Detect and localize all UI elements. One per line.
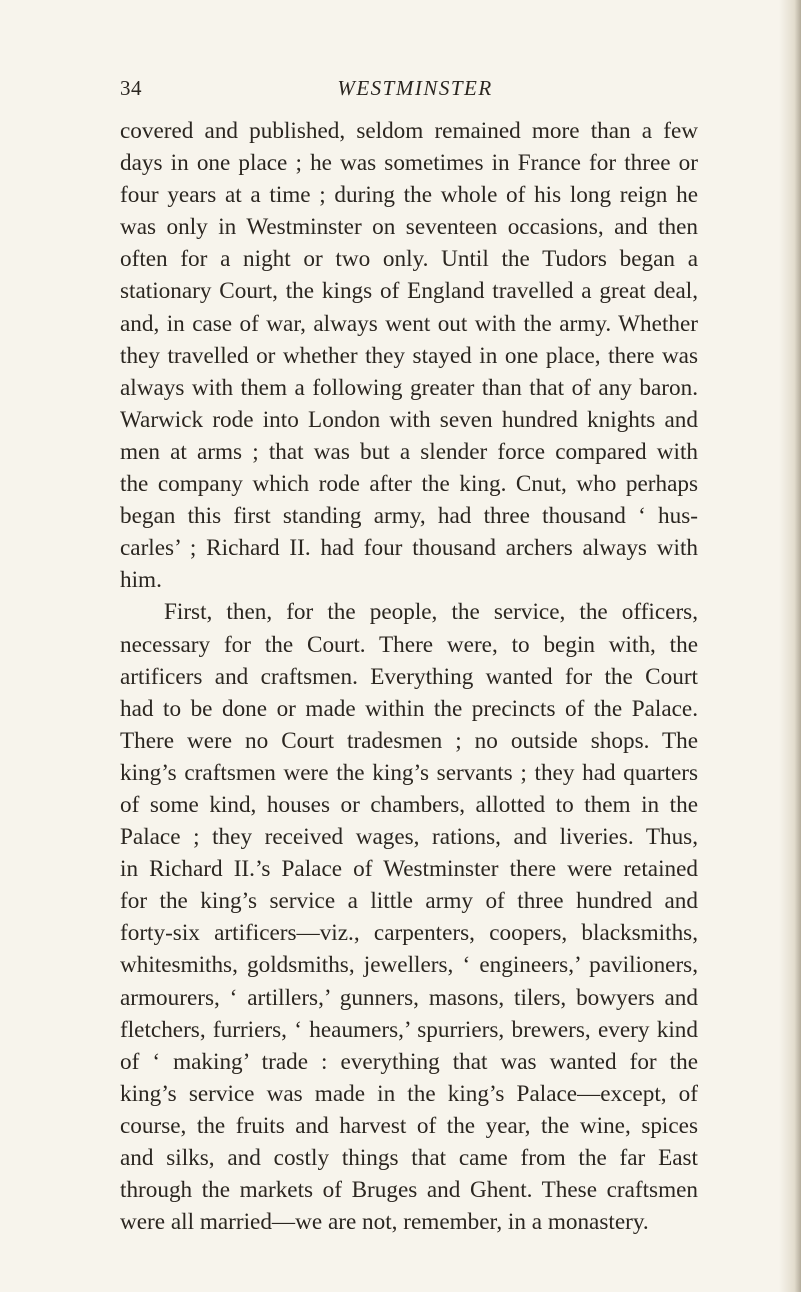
text-line: First, then, for the people, the service, the officers, [164, 599, 698, 626]
text-line: in Richard II.’s Palace of Westminster there were retained [120, 856, 698, 883]
text-line: often for a night or two only. Until the Tudors began a [120, 246, 698, 273]
text-line: began this first standing army, had three thousand ‘ hus- [120, 503, 698, 530]
text-line: carles’ ; Richard II. had four thousand archers always with [120, 535, 698, 562]
text-line: four years at a time ; during the whole of his long reign he [120, 182, 698, 209]
text-line: of ‘ making’ trade : everything that was wanted for the [120, 1048, 698, 1075]
text-line: had to be done or made within the precincts of the Palace. [120, 695, 698, 722]
page-edge-shadow [779, 0, 801, 1292]
text-line: men at arms ; that was but a slender force compared with [120, 438, 698, 465]
text-line: necessary for the Court. There were, to begin with, the [120, 631, 698, 658]
text-line: Palace ; they received wages, rations, and liveries. Thus, [120, 824, 698, 851]
text-line: the company which rode after the king. Cnut, who perhaps [120, 471, 698, 498]
text-line: were all married—we are not, remember, in a monastery. [120, 1209, 649, 1236]
text-line: and, in case of war, always went out with the army. Whether [120, 310, 698, 337]
text-line: and silks, and costly things that came from the far East [120, 1145, 698, 1171]
paragraph-2 [120, 596, 698, 1238]
text-line: fletchers, furriers, ‘ heaumers,’ spurriers, brewers, every kind [120, 1016, 698, 1043]
paragraph-1 [120, 115, 698, 596]
text-line: covered and published, seldom remained more than a few [120, 118, 698, 144]
text-line: king’s service was made in the king’s Palace—except, of [120, 1080, 698, 1107]
text-line: artificers and craftsmen. Everything wanted for the Court [120, 663, 698, 690]
text-line: stationary Court, the kings of England travelled a great deal, [120, 278, 698, 305]
text-line: whitesmiths, goldsmiths, jewellers, ‘ engineers,’ pavilioners, [120, 952, 698, 979]
text-line: through the markets of Bruges and Ghent. These craftsmen [120, 1177, 698, 1204]
text-line: armourers, ‘ artillers,’ gunners, masons, tilers, bowyers and [120, 984, 698, 1011]
page-number: 34 [120, 76, 142, 100]
text-line: they travelled or whether they stayed in one place, there was [120, 342, 698, 369]
text-line: course, the fruits and harvest of the year, the wine, spices [120, 1112, 698, 1139]
text-line: forty-six artificers—viz., carpenters, coopers, blacksmiths, [120, 920, 698, 947]
text-line: for the king’s service a little army of three hundred and [120, 888, 698, 915]
text-line: Warwick rode into London with seven hundred knights and [120, 406, 698, 433]
text-line: always with them a following greater than that of any baron. [120, 374, 698, 401]
text-line: days in one place ; he was sometimes in France for three or [120, 150, 698, 177]
running-title: WESTMINSTER [337, 76, 493, 100]
running-head [120, 76, 700, 106]
text-line: There were no Court tradesmen ; no outside shops. The [120, 727, 698, 754]
body-text [120, 115, 698, 1238]
text-line: was only in Westminster on seventeen occasions, and then [120, 214, 698, 241]
text-line: of some kind, houses or chambers, allotted to them in the [120, 791, 698, 818]
text-line: king’s craftsmen were the king’s servants ; they had quarters [120, 759, 698, 786]
text-line: him. [120, 567, 162, 594]
